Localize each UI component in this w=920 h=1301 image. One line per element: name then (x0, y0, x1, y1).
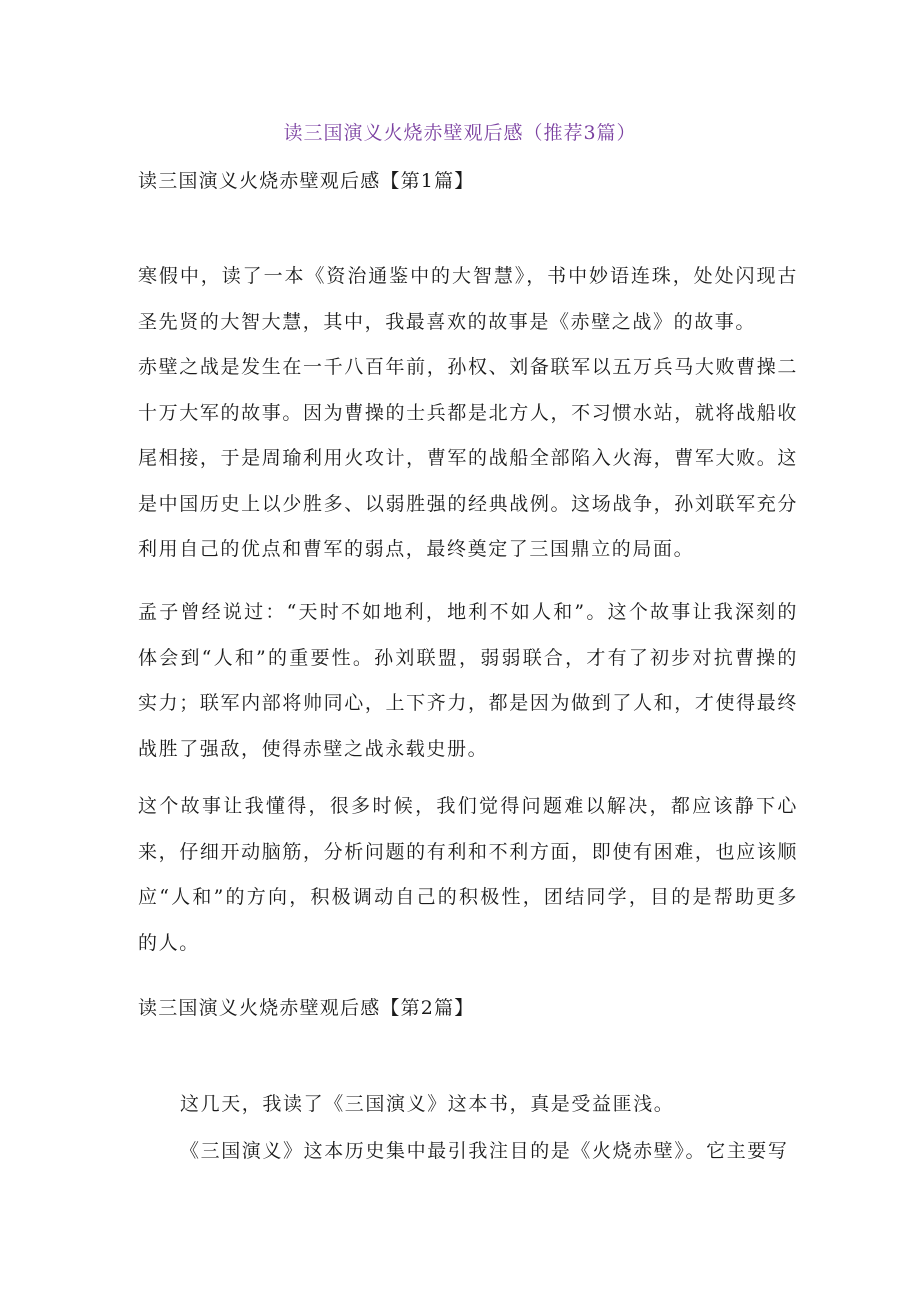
section-1-paragraph-4: 这个故事让我懂得，很多时候，我们觉得问题难以解决，都应该静下心来，仔细开动脑筋，分析问题的有利和不利方面，即使有困难，也应该顺应“人和”的方向，积极调动自己的积极性，团结同学，目的是帮助更多的人。 (138, 795, 798, 954)
section-2-paragraph-2: 《三国演义》这本历史集中最引我注目的是《火烧赤壁》。它主要写 (180, 1140, 789, 1162)
section-2-paragraph-1: 这几天，我读了《三国演义》这本书，真是受益匪浅。 (180, 1093, 675, 1115)
section-2-heading: 读三国演义火烧赤壁观后感【第2篇】 (138, 997, 475, 1019)
document-title: 读三国演义火烧赤壁观后感（推荐3篇） (283, 122, 637, 144)
section-1-heading: 读三国演义火烧赤壁观后感【第1篇】 (138, 170, 475, 192)
section-1-paragraph-1: 寒假中，读了一本《资治通鉴中的大智慧》，书中妙语连珠，处处闪现古圣先贤的大智大慧，其中，我最喜欢的故事是《赤壁之战》的故事。 (138, 265, 798, 333)
section-1-paragraph-3: 孟子曾经说过：“天时不如地利，地利不如人和”。这个故事让我深刻的体会到“人和”的重要性。孙刘联盟，弱弱联合，才有了初步对抗曹操的实力；联军内部将帅同心，上下齐力，都是因为做到了人和，才使得最终战胜了强敌，使得赤壁之战永载史册。 (138, 601, 798, 760)
section-1-paragraph-2: 赤壁之战是发生在一千八百年前，孙权、刘备联军以五万兵马大败曹操二十万大军的故事。因为曹操的士兵都是北方人，不习惯水站，就将战船收尾相接，于是周瑜利用火攻计，曹军的战船全部陷入火海，曹军大败。这是中国历史上以少胜多、以弱胜强的经典战例。这场战争，孙刘联军充分利用自己的优点和曹军的弱点，最终奠定了三国鼎立的局面。 (138, 356, 798, 560)
